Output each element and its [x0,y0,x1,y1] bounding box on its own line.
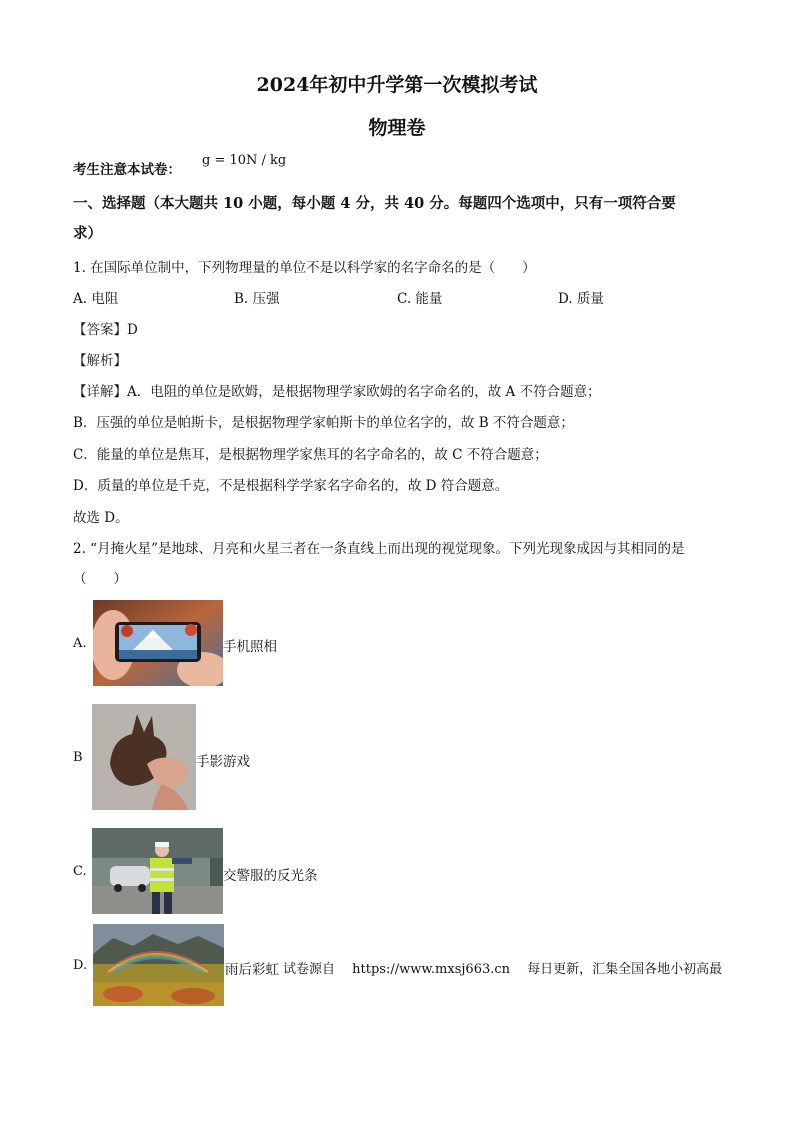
q1-option-a: A. 电阻 [73,291,119,307]
exam-title: 2024年初中升学第一次模拟考试 [256,74,538,96]
q1-analysis-label: 【解析】 [73,353,127,369]
q2-option-d-caption: 雨后彩虹 [225,962,279,978]
q1-detail-b: B．压强的单位是帕斯卡，是根据物理学家帕斯卡的单位名字的，故 B 不符合题意； [73,415,574,431]
exam-subtitle: 物理卷 [368,117,426,139]
q2-stem-line2: （ ） [73,571,127,587]
q1-answer: 【答案】D [73,322,138,338]
section-heading-line1: 一、选择题（本大题共 10 小题，每小题 4 分，共 40 分。每题四个选项中，只有一项符合要 [73,195,676,212]
notice-formula: g = 10N / kg [202,153,287,168]
phone-camera-image [93,600,223,686]
q2-option-a-caption: 手机照相 [223,639,277,655]
watermark-footer: 试卷源自 https://www.mxsj663.cn 每日更新，汇集全国各地小初高最 [283,962,723,977]
q1-option-c: C. 能量 [397,291,443,307]
q1-stem: 1. 在国际单位制中，下列物理量的单位不是以科学家的名字命名的是（ ） [73,260,536,276]
traffic-police-image [92,828,223,914]
q1-option-b: B. 压强 [234,291,280,307]
q2-option-c-letter: C. [73,864,87,879]
q2-option-d-letter: D. [73,958,88,973]
q2-option-b-caption: 手影游戏 [196,754,250,770]
q2-option-a-letter: A. [73,636,87,651]
notice-label: 考生注意本试卷： [73,162,181,178]
q2-option-b-letter: B [73,750,83,765]
section-heading-line2: 求） [73,225,102,242]
q1-conclusion: 故选 D。 [73,510,129,526]
q1-detail-c: C．能量的单位是焦耳，是根据物理学家焦耳的名字命名的，故 C 不符合题意； [73,447,548,463]
hand-shadow-image [92,704,196,810]
q2-option-c-caption: 交警服的反光条 [223,868,318,884]
rainbow-image [93,924,224,1006]
q1-option-d: D. 质量 [558,291,604,307]
q1-detail-d: D．质量的单位是千克，不是根据科学学家名字命名的，故 D 符合题意。 [73,478,509,494]
q1-detail-a: 【详解】A．电阻的单位是欧姆，是根据物理学家欧姆的名字命名的，故 A 不符合题意； [73,384,601,400]
q2-stem-line1: 2. “月掩火星”是地球、月亮和火星三者在一条直线上而出现的视觉现象。下列光现象成因与其相同的是 [73,541,685,557]
